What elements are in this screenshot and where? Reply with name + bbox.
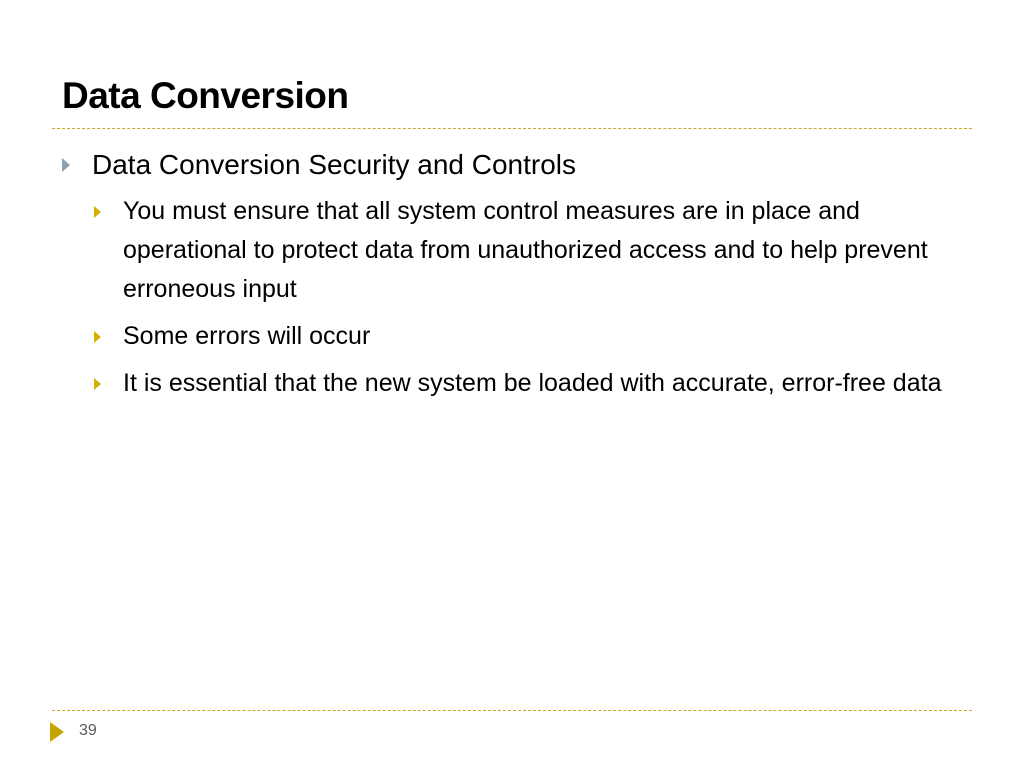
sub-bullet-text: You must ensure that all system control measures are in place and operational to protect data from unauthorized access and to help prevent erroneous input [123,197,928,303]
sub-bullet-item [92,317,953,356]
bullet-item-level1 [62,146,962,184]
sub-bullet-item [92,192,953,309]
sub-bullet-text: Some errors will occur [123,322,371,350]
slide-title: Data Conversion [62,75,349,116]
footer-triangle-icon [50,722,64,742]
bullet-triangle-icon [62,158,70,172]
title-divider [52,128,972,129]
sub-bullet-list [62,192,962,403]
page-number: 39 [79,722,97,739]
sub-bullet-text: It is essential that the new system be loaded with accurate, error-free data [123,369,942,397]
sub-bullet-triangle-icon [94,378,101,390]
bullet-text: Data Conversion Security and Controls [92,149,577,180]
sub-bullet-item [92,364,953,403]
footer-divider [52,710,972,711]
bullet-list [62,146,962,411]
sub-bullet-triangle-icon [94,206,101,218]
sub-bullet-triangle-icon [94,331,101,343]
